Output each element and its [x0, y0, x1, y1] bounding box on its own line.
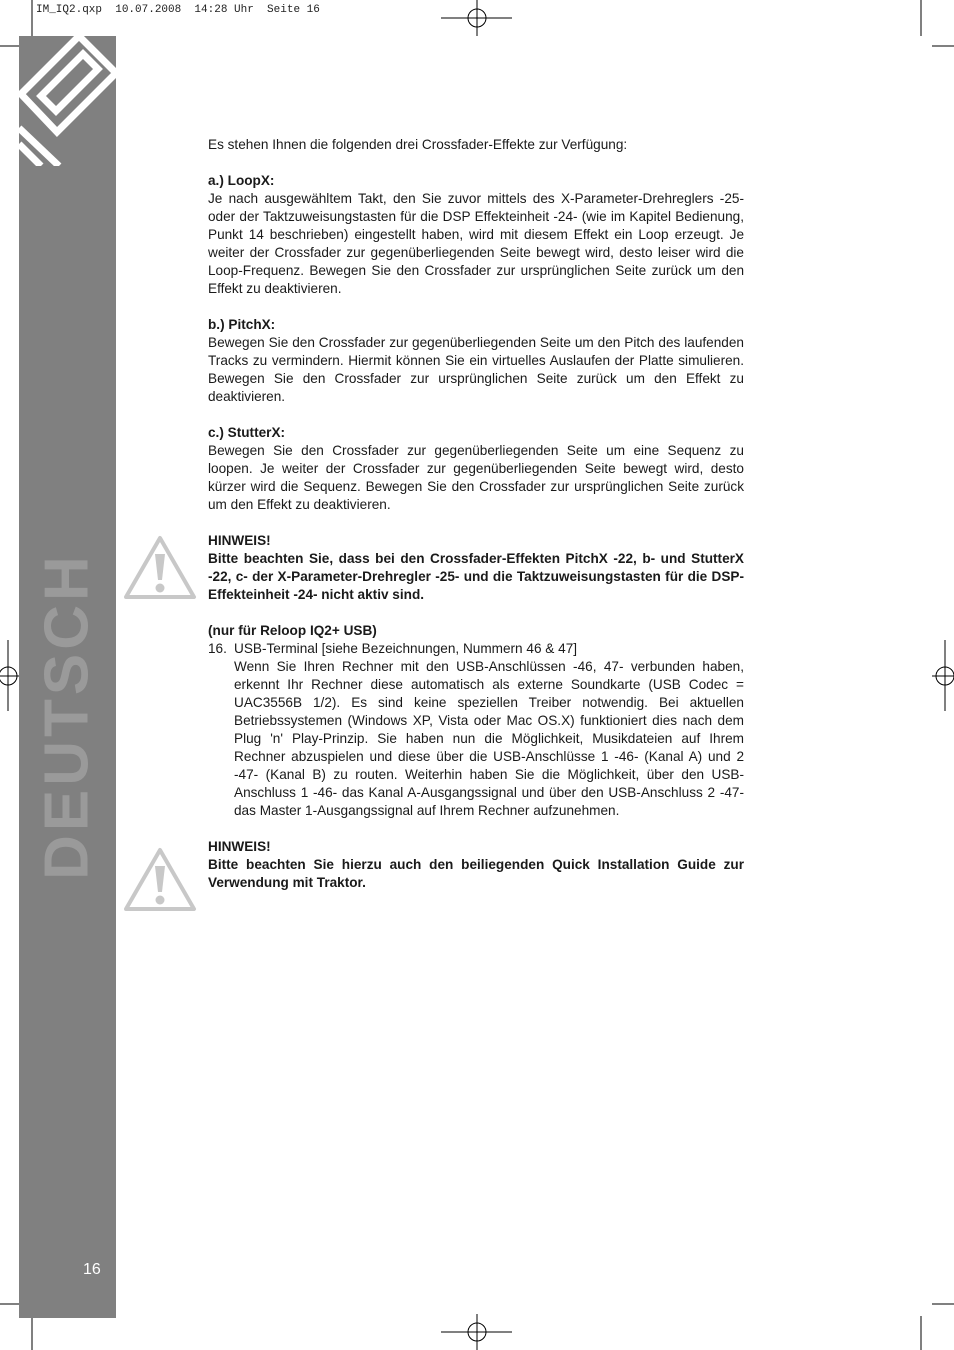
sidebar-band: [19, 36, 116, 1318]
note-text: Bitte beachten Sie hierzu auch den beiliegenden Quick Installation Guide zur Verwendung mit Traktor.: [208, 857, 744, 890]
print-slug: IM_IQ2.qxp 10.07.2008 14:28 Uhr Seite 16: [36, 4, 320, 16]
usb-section-heading: (nur für Reloop IQ2+ USB): [208, 623, 377, 638]
list-item-title: USB-Terminal [siehe Bezeichnungen, Nummern 46 & 47]: [234, 641, 578, 656]
page-number: 16: [83, 1261, 101, 1278]
note-text: Bitte beachten Sie, dass bei den Crossfader-Effekten PitchX -22, b- und StutterX -22, c- der X-Parameter-Drehregler -25- und die Taktzuweisungstasten für die DSP-Effekteinheit -24- nicht aktiv sind.: [208, 551, 744, 602]
effect-text-stutterx: Bewegen Sie den Crossfader zur gegenüberliegenden Seite um eine Sequenz zu loopen. Je weiter der Crossfader zur gegenüberliegenden Seite bewegt wird, desto kürzer wird die Sequenz. Bewegen Sie den Crossfader zur ursprünglichen Seite zurück um den Effekt zu deaktivieren.: [208, 443, 744, 512]
effect-heading-stutterx: c.) StutterX:: [208, 425, 286, 440]
effect-text-pitchx: Bewegen Sie den Crossfader zur gegenüberliegenden Seite um den Pitch des laufenden Tracks zu vermindern. Hiermit können Sie ein virtuelles Auslaufen der Platte simulieren. Bewegen Sie den Crossfader zur ursprünglichen Seite zurück um den Effekt zu deaktivieren.: [208, 335, 744, 404]
note-heading: HINWEIS!: [208, 533, 271, 548]
list-item-number: 16.: [208, 641, 227, 656]
warning-triangle-icon: [122, 846, 198, 914]
brand-logo-icon: [19, 36, 116, 166]
list-item: [208, 640, 744, 820]
warning-triangle-icon: [122, 534, 198, 602]
note-heading: HINWEIS!: [208, 839, 271, 854]
section-label: DEUTSCH: [32, 552, 102, 880]
effect-heading-loopx: a.) LoopX:: [208, 173, 275, 188]
effect-text-loopx: Je nach ausgewähltem Takt, den Sie zuvor mittels des X-Parameter-Drehreglers -25- oder der Taktzuweisungstasten für die DSP Effekteinheit -24- (wie im Kapitel Bedienung, Punkt 14 beschrieben) eingestellt haben, wird mit diesem Effekt ein Loop erzeugt. Je weiter der Crossfader zur gegenüberliegenden Seite bewegt wird, desto leiser wird die Loop-Frequenz. Bewegen Sie den Crossfader zur ursprünglichen Seite zurück um den Effekt zu deaktivieren.: [208, 191, 744, 296]
effect-heading-pitchx: b.) PitchX:: [208, 317, 276, 332]
list-item-text: Wenn Sie Ihren Rechner mit den USB-Anschlüssen -46, 47- verbunden haben, erkennt Ihr Rechner diese automatisch als externe Soundkarte (USB Codec = UAC3556B 1/2). Es sind keine speziellen Treiber notwendig. Bei aktuellen Betriebssystemen (Windows XP, Vista oder Mac OS.X) funktioniert dies nach dem Plug 'n' Play-Prinzip. Sie haben nun die Möglichkeit, Musikdateien auf Ihrem Rechner abzuspielen und diese über die USB-Anschlüsse 1 -46- (Kanal A) und 2 -47- (Kanal B) zu routen. Weiterhin haben Sie die Möglichkeit, über den USB-Anschluss 1 -46- das Kanal A-Ausgangssignal und über den USB-Anschluss 2 -47- das Master 1-Ausgangssignal auf Ihrem Rechner aufzunehmen.: [234, 659, 744, 818]
intro-text: Es stehen Ihnen die folgenden drei Crossfader-Effekte zur Verfügung:: [208, 137, 628, 152]
main-content: [208, 136, 744, 892]
